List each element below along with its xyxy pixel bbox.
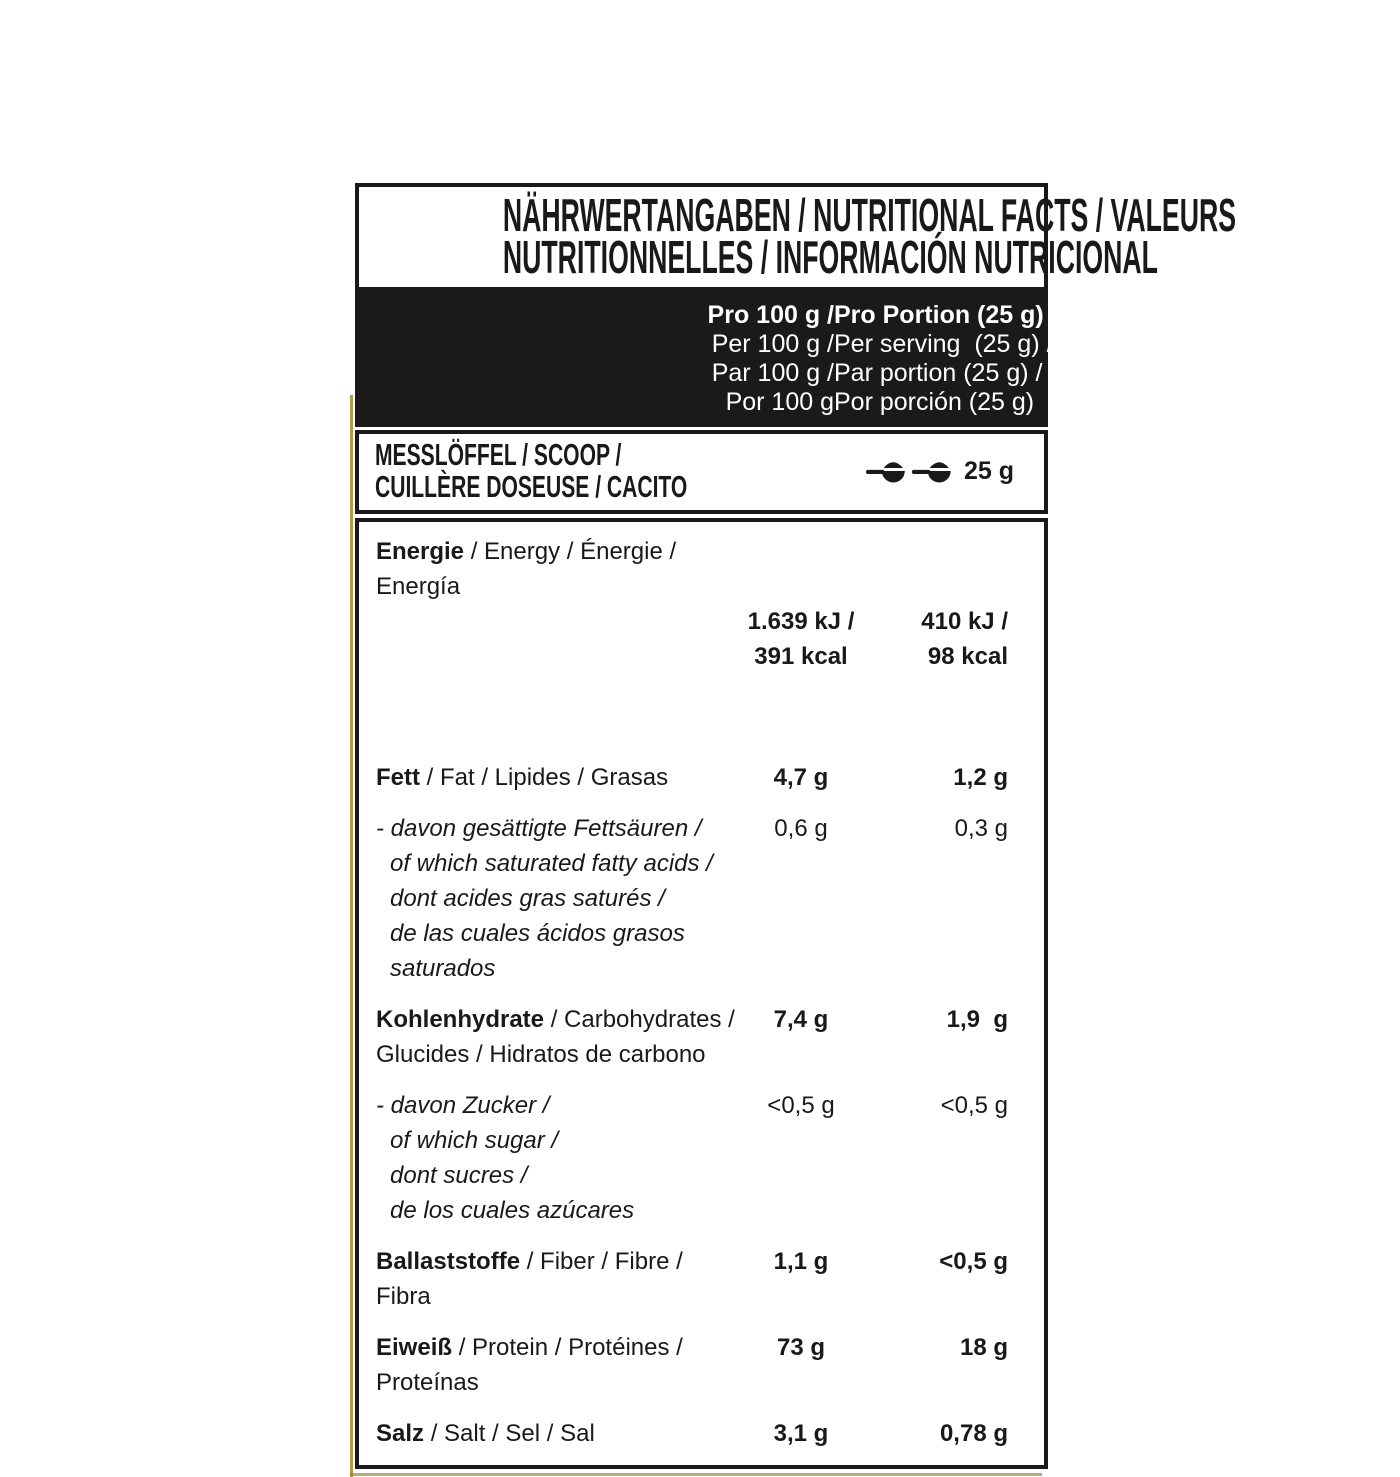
- value-per-serving: 410 kJ / 98 kcal: [921, 608, 1008, 670]
- column-header-row: [355, 301, 1058, 330]
- value-per-100g: 4,7 g: [773, 764, 829, 791]
- scoop-label: [375, 439, 687, 503]
- row-fiber: [359, 1244, 1044, 1314]
- column-header-band: [355, 291, 1058, 427]
- value-per-100g: 1,1 g: [773, 1248, 829, 1275]
- value-per-serving: 0,78 g: [939, 1420, 1008, 1447]
- per-serving-header: Par portion (25 g) /: [834, 359, 1043, 387]
- label-title: [502, 189, 1237, 283]
- value-per-100g: <0,5 g: [767, 1092, 835, 1119]
- value-per-100g: 1.639 kJ / 391 kcal: [747, 608, 855, 670]
- row-fat: [359, 760, 1044, 795]
- value-per-100g: 73 g: [776, 1334, 826, 1361]
- row-energy: [359, 534, 1044, 744]
- value-per-serving: 1,9 g: [946, 1006, 1008, 1033]
- row-sugars: [359, 1088, 1044, 1228]
- label-edge-artifact-bottom: [350, 1473, 1042, 1476]
- nutrient-name: Kohlenhydrate / Carbohydrates / Glucides / Hidratos de carbono: [376, 1006, 735, 1068]
- row-protein: [359, 1330, 1044, 1400]
- scoop-amount-group: [866, 457, 1014, 486]
- value-per-100g: 7,4 g: [773, 1006, 829, 1033]
- scoop-icon: [866, 458, 956, 485]
- nutrient-name: - davon gesättigte Fettsäuren / of which saturated fatty acids / dont acides gras saturés / de las cuales ácidos grasos saturados: [376, 815, 713, 982]
- value-per-100g: 3,1 g: [773, 1420, 829, 1447]
- per-serving-header: Per serving (25 g) /: [834, 330, 1054, 358]
- per-100g-header: Por 100 g: [725, 388, 834, 416]
- nutrient-name: Ballaststoffe / Fiber / Fibre / Fibra: [376, 1248, 683, 1310]
- nutrient-name: Fett / Fat / Lipides / Grasas: [376, 764, 669, 791]
- scoop-amount: 25 g: [963, 456, 1014, 485]
- value-per-serving: <0,5 g: [940, 1092, 1008, 1119]
- column-header-row: [355, 359, 1043, 388]
- nutrient-name: Energie / Energy / Énergie / Energía: [376, 538, 677, 600]
- column-header-row: [355, 330, 1054, 359]
- nutrient-table: [355, 518, 1048, 1469]
- scoop-label-line-1: MESSLÖFFEL / SCOOP /: [375, 437, 622, 472]
- per-serving-header: Por porción (25 g): [834, 388, 1035, 416]
- value-per-serving: <0,5 g: [939, 1248, 1008, 1275]
- nutrient-name: Salz / Salt / Sel / Sal: [376, 1420, 595, 1447]
- column-header-row: [355, 388, 1035, 417]
- nutrition-label: [355, 183, 1237, 1469]
- value-per-serving: 0,3 g: [954, 815, 1008, 842]
- row-carbohydrates: [359, 1002, 1044, 1072]
- title-line-2: NUTRITIONNELLES / INFORMACIÓN NUTRICIONAL: [502, 231, 1158, 283]
- value-per-100g: 0,6 g: [774, 815, 828, 842]
- scoop-row: [355, 430, 1048, 514]
- per-serving-header: Pro Portion (25 g) /: [834, 301, 1058, 329]
- value-per-serving: 18 g: [959, 1334, 1008, 1361]
- row-salt: [359, 1416, 1044, 1451]
- per-100g-header: Pro 100 g /: [707, 301, 834, 329]
- title-box: [355, 183, 1237, 291]
- label-edge-artifact-left: [350, 395, 353, 1477]
- scoop-label-line-2: CUILLÈRE DOSEUSE / CACITO: [375, 469, 688, 504]
- row-saturated-fat: [359, 811, 1044, 986]
- per-100g-header: Per 100 g /: [711, 330, 834, 358]
- nutrient-name: - davon Zucker / of which sugar / dont sucres / de los cuales azúcares: [376, 1092, 635, 1224]
- value-per-serving: 1,2 g: [953, 764, 1008, 791]
- per-100g-header: Par 100 g /: [711, 359, 834, 387]
- nutrient-name: Eiweiß / Protein / Protéines / Proteínas: [376, 1334, 683, 1396]
- title-line-1: NÄHRWERTANGABEN / NUTRITIONAL FACTS / VALEURS: [502, 189, 1237, 241]
